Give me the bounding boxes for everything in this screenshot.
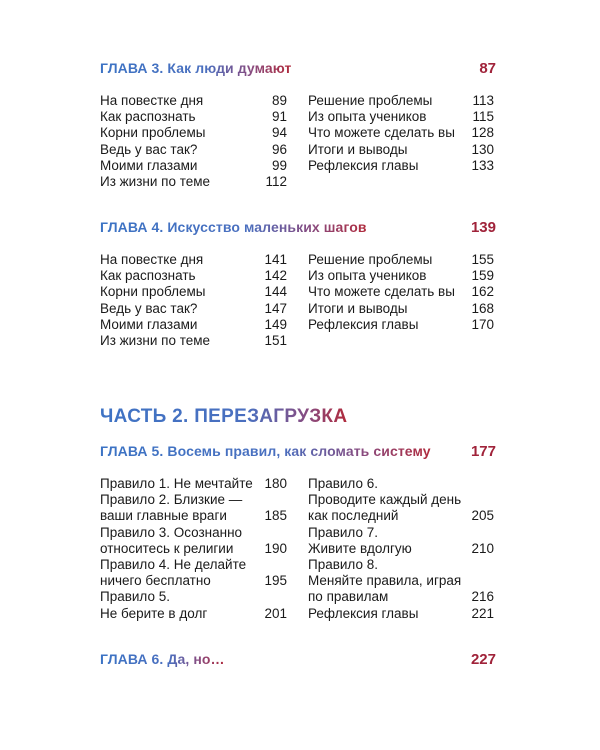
toc-entry-label: ничего бесплатно [100,573,211,589]
toc-entry-label: Что можете сделать вы [308,284,455,300]
toc-entry[interactable] [100,301,287,317]
toc-entry[interactable] [308,301,494,317]
chapter-4-right-list [308,252,494,333]
toc-entry-label: Что можете сделать вы [308,125,455,141]
chapter-3-title: ГЛАВА 3. Как люди думают [100,60,292,76]
toc-entry-label: Как распознать [100,268,196,284]
toc-entry-label: Моими глазами [100,316,198,332]
toc-entry[interactable] [100,268,287,284]
toc-entry[interactable] [308,109,494,125]
toc-entry-label: Ведь у вас так? [100,300,198,316]
toc-entry-page: 195 [264,573,287,589]
toc-entry-label: Живите вдолгую [308,540,412,556]
toc-entry[interactable] [308,284,494,300]
toc-entry[interactable] [308,589,494,605]
toc-entry-label: как последний [308,508,399,524]
toc-entry[interactable] [100,557,287,573]
toc-entry-label: Правило 6. [308,476,378,491]
chapter-4-page: 139 [470,219,496,236]
toc-entry-page: 91 [271,109,287,125]
chapter-5-left-list [100,476,287,622]
toc-entry-label: Как распознать [100,109,196,125]
toc-entry-label: Правило 5. [100,589,170,605]
toc-entry[interactable] [100,284,287,300]
part-2-title[interactable]: ЧАСТЬ 2. ПЕРЕЗАГРУЗКА [100,406,348,427]
toc-entry-page: 144 [264,284,287,300]
toc-entry[interactable] [100,158,287,174]
toc-entry[interactable] [308,541,494,557]
chapter-3-right-list [308,93,494,174]
toc-entry[interactable] [308,158,494,174]
toc-entry[interactable] [308,142,494,158]
toc-entry[interactable] [308,268,494,284]
toc-entry-label: Корни проблемы [100,125,206,141]
toc-entry[interactable] [100,109,287,125]
toc-entry-page: 170 [471,316,494,332]
toc-entry-label: Правило 2. Близкие — [100,492,243,508]
toc-entry-page: 190 [264,540,287,556]
toc-entry[interactable] [100,317,287,333]
toc-entry[interactable] [308,252,494,268]
toc-entry[interactable] [100,508,287,524]
toc-entry-label: Проводите каждый день [308,492,462,508]
toc-entry[interactable] [100,606,287,622]
toc-entry-page: 221 [471,605,494,621]
toc-entry-label: Решение проблемы [308,252,433,267]
chapter-4-left-list [100,252,287,349]
toc-entry-label: Из опыта учеников [308,268,427,284]
toc-entry-page: 147 [264,300,287,316]
toc-entry-page: 201 [264,605,287,621]
toc-entry-page: 151 [264,333,287,349]
toc-entry-label: Правило 8. [308,557,378,573]
toc-entry[interactable] [308,508,494,524]
toc-entry[interactable] [308,476,494,492]
toc-entry[interactable] [100,125,287,141]
toc-entry-page: 89 [271,93,287,108]
toc-entry[interactable] [100,93,287,109]
chapter-4-title: ГЛАВА 4. Искусство маленьких шагов [100,219,367,235]
toc-entry-label: ваши главные враги [100,508,227,524]
toc-entry-label: Правило 7. [308,524,378,540]
toc-entry-page: 142 [264,268,287,284]
toc-entry[interactable] [308,317,494,333]
toc-entry-label: по правилам [308,589,389,605]
toc-entry[interactable] [308,93,494,109]
toc-entry-label: Ведь у вас так? [100,141,198,157]
toc-entry-page: 113 [472,93,494,108]
toc-entry-page: 155 [471,252,494,267]
toc-entry[interactable] [308,125,494,141]
toc-entry-page: 180 [264,476,287,491]
chapter-5-page: 177 [470,443,496,460]
toc-entry[interactable] [308,492,494,508]
toc-entry[interactable] [100,476,287,492]
toc-entry-page: 99 [271,157,287,173]
toc-entry-page: 159 [471,268,494,284]
toc-entry-label: относитесь к религии [100,540,234,556]
toc-entry-label: Не берите в долг [100,605,208,621]
toc-entry-page: 130 [471,141,494,157]
toc-entry[interactable] [100,541,287,557]
toc-entry-page: 149 [264,316,287,332]
toc-entry[interactable] [308,606,494,622]
toc-entry-label: Из жизни по теме [100,174,211,190]
toc-entry-page: 115 [472,109,494,125]
toc-entry-page: 162 [471,284,494,300]
toc-entry-page: 128 [471,125,494,141]
toc-entry-label: Рефлексия главы [308,316,419,332]
chapter-3-page: 87 [479,60,496,77]
toc-entry-label: Итоги и выводы [308,300,408,316]
toc-entry[interactable] [100,589,287,605]
toc-entry-label: Меняйте правила, играя [308,573,462,589]
toc-entry[interactable] [100,142,287,158]
toc-entry-page: 216 [471,589,494,605]
chapter-3-header[interactable] [100,60,496,77]
chapter-5-right-list [308,476,494,622]
chapter-3-left-list [100,93,287,190]
toc-entry[interactable] [100,492,287,508]
toc-entry[interactable] [100,525,287,541]
toc-entry-label: Итоги и выводы [308,141,408,157]
toc-entry-label: Из жизни по теме [100,333,211,349]
toc-entry[interactable] [308,525,494,541]
chapter-5-title: ГЛАВА 5. Восемь правил, как сломать систему [100,443,431,459]
toc-entry-label: Из опыта учеников [308,109,427,125]
toc-entry-page: 185 [264,508,287,524]
toc-entry-page: 205 [471,508,494,524]
toc-entry[interactable] [100,333,287,349]
toc-entry[interactable] [308,557,494,573]
toc-entry-label: Рефлексия главы [308,605,419,621]
chapter-5-header[interactable] [100,443,496,460]
toc-entry-page: 168 [471,300,494,316]
toc-entry-label: Корни проблемы [100,284,206,300]
toc-entry-label: Рефлексия главы [308,157,419,173]
toc-entry-label: Моими глазами [100,157,198,173]
toc-entry-page: 210 [471,540,494,556]
chapter-6-title: ГЛАВА 6. Да, но… [100,651,225,667]
toc-entry-label: На повестке дня [100,252,204,267]
toc-entry[interactable] [100,252,287,268]
chapter-4-header[interactable] [100,219,496,236]
toc-entry-label: На повестке дня [100,93,204,108]
toc-entry-label: Правило 4. Не делайте [100,557,247,573]
toc-entry-page: 94 [271,125,287,141]
toc-entry-page: 141 [264,252,287,267]
chapter-6-page: 227 [470,651,496,668]
toc-entry-label: Правило 3. Осознанно [100,524,243,540]
toc-entry-page: 96 [271,141,287,157]
chapter-6-header[interactable] [100,651,496,668]
toc-entry[interactable] [308,573,494,589]
toc-entry-page: 112 [265,174,287,190]
toc-entry-page: 133 [471,157,494,173]
toc-entry-label: Правило 1. Не мечтайте [100,476,253,491]
toc-entry-label: Решение проблемы [308,93,433,108]
toc-entry[interactable] [100,174,287,190]
toc-entry[interactable] [100,573,287,589]
